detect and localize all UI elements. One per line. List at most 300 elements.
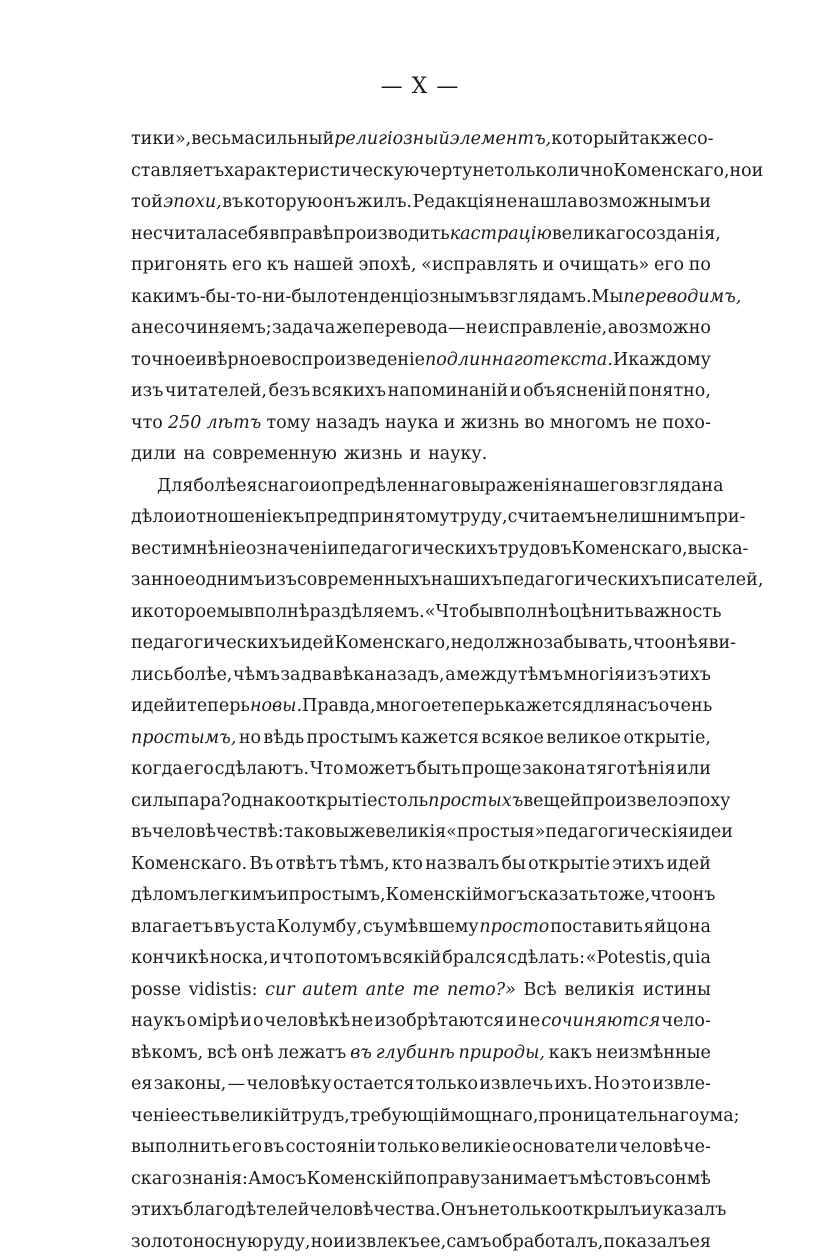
word: ея bbox=[131, 1069, 152, 1101]
italic-word: лѣтъ bbox=[206, 408, 261, 440]
word: между bbox=[456, 660, 517, 692]
word: очищать» bbox=[559, 250, 649, 282]
word: сказать bbox=[528, 880, 598, 912]
word: скаго bbox=[131, 1164, 182, 1196]
word: назадъ bbox=[316, 408, 380, 440]
word: тому bbox=[266, 408, 310, 440]
word: не bbox=[478, 1195, 500, 1227]
word: столь bbox=[377, 786, 428, 818]
word: сдѣлать: bbox=[507, 943, 585, 975]
word: «Чтобы bbox=[425, 597, 494, 629]
word: состоянiи bbox=[286, 1132, 376, 1164]
text-line bbox=[131, 1069, 711, 1101]
word: ченiе bbox=[131, 1101, 181, 1133]
word: мы bbox=[216, 597, 244, 629]
word: проницательнаго bbox=[538, 1101, 699, 1133]
word: вести bbox=[131, 534, 182, 566]
word: и bbox=[543, 250, 555, 282]
word: вѣрное bbox=[207, 345, 271, 377]
word: лишнимъ bbox=[618, 502, 705, 534]
word: читателей, bbox=[165, 376, 267, 408]
italic-word: въ bbox=[350, 1038, 372, 1070]
word: обработалъ, bbox=[492, 1227, 604, 1258]
word: ея bbox=[690, 1227, 711, 1258]
word: взглядамъ. bbox=[489, 282, 591, 314]
word: силы bbox=[131, 786, 178, 818]
word: какъ bbox=[549, 1038, 592, 1070]
word: Всѣ bbox=[523, 975, 556, 1007]
word: великаго bbox=[552, 219, 636, 251]
word: въ bbox=[222, 187, 243, 219]
word: «Potestis, bbox=[586, 943, 672, 975]
word: черту bbox=[419, 156, 472, 188]
word: яйцо bbox=[644, 912, 689, 944]
word: идей bbox=[666, 849, 710, 881]
text-line bbox=[131, 534, 711, 566]
word: изобрѣтаются bbox=[374, 1006, 504, 1038]
word: той bbox=[131, 187, 163, 219]
word: онѣ bbox=[665, 628, 698, 660]
word: трудовъ bbox=[498, 534, 571, 566]
word: на bbox=[183, 439, 205, 471]
word: человѣкѣ bbox=[265, 1006, 350, 1038]
word: отношенiе bbox=[186, 502, 283, 534]
word: сдѣлаютъ. bbox=[215, 754, 309, 786]
text-line bbox=[131, 439, 711, 471]
text-line bbox=[131, 691, 711, 723]
word: о bbox=[253, 1006, 264, 1038]
word: Коменскiй bbox=[307, 1164, 405, 1196]
text-line bbox=[131, 376, 711, 408]
word: теперь bbox=[187, 691, 250, 723]
word: легкимъ bbox=[199, 880, 277, 912]
text-line bbox=[131, 156, 711, 188]
word: каждому bbox=[628, 345, 711, 377]
word: какимъ-бы-то-ни-было bbox=[131, 282, 338, 314]
word: яви- bbox=[698, 628, 736, 660]
word: же, bbox=[618, 880, 650, 912]
word: Коменскiй bbox=[386, 880, 484, 912]
word: назадъ, bbox=[375, 660, 445, 692]
word: по bbox=[404, 1164, 426, 1196]
word: изъ bbox=[131, 376, 163, 408]
word: Колумбу, bbox=[277, 912, 363, 944]
word: когда bbox=[131, 754, 183, 786]
word: не bbox=[142, 313, 164, 345]
word: его bbox=[184, 754, 214, 786]
word: остается bbox=[333, 1069, 414, 1101]
word: къ bbox=[282, 502, 304, 534]
word: извлекъ bbox=[345, 1227, 420, 1258]
word: взгляда bbox=[629, 471, 701, 503]
word: только bbox=[500, 1195, 562, 1227]
word: не bbox=[131, 219, 153, 251]
italic-word: подлиннаго bbox=[425, 345, 533, 377]
text-line bbox=[131, 754, 711, 786]
word: всякое bbox=[481, 723, 544, 755]
word: posse bbox=[131, 975, 181, 1007]
italic-word: autem bbox=[302, 975, 358, 1007]
word: великiй bbox=[220, 1101, 291, 1133]
word: однимъ bbox=[195, 565, 264, 597]
word: пара? bbox=[178, 786, 231, 818]
word: изъ bbox=[265, 565, 297, 597]
text-line bbox=[131, 250, 711, 282]
word: великое bbox=[546, 723, 621, 755]
word: уста bbox=[236, 912, 276, 944]
word: въ bbox=[214, 912, 235, 944]
word: его bbox=[232, 250, 262, 282]
word: ее, bbox=[420, 1227, 446, 1258]
text-line bbox=[131, 660, 711, 692]
word: также bbox=[630, 124, 688, 156]
word: Коменскаго, bbox=[571, 534, 687, 566]
word: золотоносную bbox=[131, 1227, 262, 1258]
text-line bbox=[131, 723, 711, 755]
text-line bbox=[131, 471, 711, 503]
word: выраженiя bbox=[461, 471, 561, 503]
word: благодѣтелей bbox=[183, 1195, 309, 1227]
word: всѣ bbox=[207, 1038, 237, 1070]
word: носка, bbox=[210, 943, 269, 975]
italic-word: элементъ, bbox=[450, 124, 552, 156]
word: яснаго bbox=[247, 471, 310, 503]
word: извлечь bbox=[479, 1069, 553, 1101]
word: же bbox=[349, 817, 375, 849]
word: тѣмъ, bbox=[339, 849, 390, 881]
word: произвело bbox=[582, 786, 678, 818]
word: а bbox=[131, 313, 141, 345]
word: человѣку bbox=[247, 1069, 332, 1101]
word: знанiя: bbox=[182, 1164, 248, 1196]
word: дѣло bbox=[131, 502, 174, 534]
word: а bbox=[608, 313, 618, 345]
word: праву bbox=[427, 1164, 480, 1196]
italic-word: кастрацiю bbox=[450, 219, 552, 251]
word: законы, bbox=[154, 1069, 227, 1101]
word: основатели bbox=[512, 1132, 618, 1164]
word: великiя bbox=[564, 975, 635, 1007]
word: нашего bbox=[561, 471, 629, 503]
word: извле- bbox=[652, 1069, 710, 1101]
word: писателей, bbox=[661, 565, 763, 597]
word: человѣчествѣ: bbox=[152, 817, 284, 849]
word: закона bbox=[522, 754, 586, 786]
text-line bbox=[131, 1006, 711, 1038]
italic-word: простыхъ bbox=[428, 786, 523, 818]
word: и bbox=[195, 345, 207, 377]
word: современную bbox=[212, 439, 337, 471]
word: указалъ bbox=[652, 1195, 726, 1227]
word: возможнымъ bbox=[578, 187, 699, 219]
word: показалъ bbox=[604, 1227, 690, 1258]
text-line bbox=[131, 975, 711, 1007]
word: Въ bbox=[249, 849, 273, 881]
text-line bbox=[131, 597, 711, 629]
word: открытiе, bbox=[623, 723, 710, 755]
word: не bbox=[596, 502, 618, 534]
word: жизнь bbox=[344, 439, 403, 471]
word: мощнаго, bbox=[451, 1101, 539, 1133]
word: кажется bbox=[401, 723, 479, 755]
word: тѣмъ bbox=[518, 660, 563, 692]
word: «исправлять bbox=[421, 250, 538, 282]
word: которую bbox=[244, 187, 322, 219]
word: не bbox=[495, 187, 517, 219]
text-line bbox=[131, 502, 711, 534]
text-line bbox=[131, 124, 711, 156]
word: объясненiй bbox=[523, 376, 627, 408]
word: вѣдь bbox=[263, 723, 304, 755]
word: онъ bbox=[682, 880, 715, 912]
text-line bbox=[131, 628, 711, 660]
word: во bbox=[524, 408, 544, 440]
italic-word: nemo?» bbox=[447, 975, 516, 1007]
italic-word: новы. bbox=[250, 691, 302, 723]
word: характеристическую bbox=[224, 156, 419, 188]
word: и bbox=[131, 597, 143, 629]
word: назвалъ bbox=[425, 849, 499, 881]
text-line bbox=[131, 880, 711, 912]
text-line bbox=[131, 1227, 711, 1258]
word: о bbox=[187, 1006, 198, 1038]
word: quia bbox=[672, 943, 711, 975]
word: значенiи bbox=[256, 534, 339, 566]
word: жизнь bbox=[461, 408, 520, 440]
word: идей bbox=[131, 691, 175, 723]
word: вправѣ bbox=[269, 219, 333, 251]
word: и bbox=[240, 1006, 252, 1038]
word: мнѣнiе bbox=[182, 534, 245, 566]
text-line bbox=[131, 1132, 711, 1164]
word: великiе bbox=[441, 1132, 511, 1164]
text-line bbox=[131, 345, 711, 377]
italic-word: 250 bbox=[168, 408, 201, 440]
word: нашихъ bbox=[431, 565, 502, 597]
word: дѣломъ bbox=[131, 880, 199, 912]
word: Правда, bbox=[302, 691, 376, 723]
word: Редакцiя bbox=[413, 187, 495, 219]
word: требующiй bbox=[350, 1101, 451, 1133]
italic-word: эпохи, bbox=[163, 187, 221, 219]
word: очень bbox=[659, 691, 713, 723]
word: и bbox=[444, 408, 456, 440]
word: открылъ bbox=[562, 1195, 641, 1227]
word: но bbox=[311, 1227, 333, 1258]
body-text bbox=[131, 124, 711, 1258]
word: всякихъ bbox=[312, 376, 386, 408]
word: тенденцiознымъ bbox=[338, 282, 490, 314]
word: на bbox=[701, 471, 723, 503]
word: пригонять bbox=[131, 250, 227, 282]
word: не bbox=[518, 1006, 540, 1038]
text-line bbox=[131, 565, 711, 597]
word: и bbox=[174, 502, 186, 534]
word: раздѣляемъ. bbox=[309, 597, 424, 629]
text-line bbox=[131, 943, 711, 975]
word: не bbox=[635, 408, 657, 440]
text-line bbox=[131, 1164, 711, 1196]
italic-word: переводимъ, bbox=[623, 282, 741, 314]
word: не bbox=[351, 1006, 373, 1038]
word: Но bbox=[594, 1069, 620, 1101]
text-line bbox=[131, 912, 711, 944]
word: влагаетъ bbox=[131, 912, 213, 944]
page-number: — X — bbox=[0, 74, 840, 99]
word: Коменскаго, bbox=[613, 156, 729, 188]
word: должно bbox=[473, 628, 544, 660]
word: изъ bbox=[626, 660, 658, 692]
word: открытiе bbox=[296, 786, 378, 818]
word: что bbox=[282, 943, 314, 975]
text-line bbox=[131, 817, 711, 849]
word: болѣе, bbox=[174, 660, 233, 692]
word: выполнить bbox=[131, 1132, 231, 1164]
word: человѣчества. bbox=[309, 1195, 440, 1227]
text-line bbox=[131, 282, 711, 314]
word: задача bbox=[272, 313, 335, 345]
word: точное bbox=[131, 345, 195, 377]
word: могъ bbox=[483, 880, 527, 912]
word: дили bbox=[131, 439, 176, 471]
word: онъ bbox=[323, 187, 356, 219]
word: это bbox=[621, 1069, 651, 1101]
word: быть bbox=[417, 754, 461, 786]
italic-word: просто bbox=[479, 912, 549, 944]
word: не bbox=[451, 628, 473, 660]
word: и bbox=[699, 187, 711, 219]
word: тики», bbox=[131, 124, 191, 156]
word: только bbox=[416, 1069, 478, 1101]
word: теперь bbox=[441, 691, 504, 723]
word: педагогическихъ bbox=[502, 565, 661, 597]
word: ума; bbox=[699, 1101, 739, 1133]
word: Для bbox=[157, 471, 193, 503]
word: сочиняемъ; bbox=[164, 313, 271, 345]
word: занимаетъ bbox=[480, 1164, 579, 1196]
word: онѣ bbox=[241, 1038, 274, 1070]
word: себя bbox=[228, 219, 270, 251]
text-line bbox=[131, 1195, 711, 1227]
word: лежатъ bbox=[277, 1038, 346, 1070]
italic-word: глубинѣ bbox=[376, 1038, 455, 1070]
word: не bbox=[472, 156, 494, 188]
italic-word: религiозный bbox=[334, 124, 450, 156]
word: есть bbox=[181, 1101, 220, 1133]
text-line bbox=[131, 313, 711, 345]
word: трудъ, bbox=[291, 1101, 350, 1133]
word: тяготѣнiя bbox=[587, 754, 676, 786]
word: vidistis: bbox=[189, 975, 258, 1007]
word: ставляетъ bbox=[131, 156, 224, 188]
word: нашла bbox=[518, 187, 578, 219]
word: наука bbox=[385, 408, 439, 440]
word: къ bbox=[267, 250, 289, 282]
word: великiя bbox=[376, 817, 447, 849]
word: то bbox=[598, 880, 618, 912]
word: однако bbox=[231, 786, 296, 818]
word: что bbox=[650, 880, 682, 912]
word: мiрѣ bbox=[198, 1006, 239, 1038]
word: о bbox=[246, 534, 257, 566]
word: открытiе bbox=[528, 849, 610, 881]
word: вещей bbox=[523, 786, 582, 818]
word: нашей bbox=[293, 250, 353, 282]
word: Амосъ bbox=[248, 1164, 306, 1196]
word: при- bbox=[705, 502, 745, 534]
text-line bbox=[131, 849, 711, 881]
word: Что bbox=[310, 754, 344, 786]
word: возможно bbox=[619, 313, 711, 345]
word: вполнѣ bbox=[494, 597, 559, 629]
word: брался bbox=[442, 943, 506, 975]
word: со- bbox=[687, 124, 713, 156]
word: многое bbox=[376, 691, 442, 723]
word: перевода—не bbox=[363, 313, 488, 345]
word: его bbox=[232, 1132, 262, 1164]
italic-word: me bbox=[412, 975, 439, 1007]
word: таковы bbox=[284, 817, 349, 849]
text-line bbox=[131, 187, 711, 219]
word: оцѣнить bbox=[559, 597, 634, 629]
word: идей bbox=[290, 628, 334, 660]
word: а bbox=[445, 660, 455, 692]
word: и bbox=[409, 439, 421, 471]
word: понятно, bbox=[629, 376, 711, 408]
word: человѣче- bbox=[619, 1132, 711, 1164]
word: опредѣленнаго bbox=[321, 471, 461, 503]
word: чѣмъ bbox=[233, 660, 280, 692]
text-line bbox=[131, 408, 711, 440]
word: истины bbox=[643, 975, 711, 1007]
word: и bbox=[309, 471, 321, 503]
word: Онъ bbox=[441, 1195, 478, 1227]
word: отвѣтъ bbox=[275, 849, 336, 881]
word: лично bbox=[557, 156, 614, 188]
word: современныхъ bbox=[297, 565, 431, 597]
word: что bbox=[131, 408, 163, 440]
word: вполнѣ bbox=[244, 597, 309, 629]
word: весьма bbox=[191, 124, 255, 156]
word: мѣсто bbox=[579, 1164, 633, 1196]
word: И bbox=[613, 345, 628, 377]
word: вѣка bbox=[333, 660, 375, 692]
word: поставить bbox=[550, 912, 643, 944]
word: и bbox=[277, 880, 289, 912]
word: что bbox=[633, 628, 665, 660]
word: за bbox=[280, 660, 300, 692]
word: для bbox=[583, 691, 616, 723]
word: и bbox=[510, 376, 522, 408]
word: сильный bbox=[255, 124, 334, 156]
word: и bbox=[175, 691, 187, 723]
word: на bbox=[689, 912, 711, 944]
word: самъ bbox=[446, 1227, 491, 1258]
word: похо- bbox=[662, 408, 711, 440]
text-line bbox=[131, 219, 711, 251]
word: его bbox=[654, 250, 684, 282]
word: жилъ. bbox=[356, 187, 412, 219]
word: этихъ bbox=[131, 1195, 183, 1227]
word: безъ bbox=[269, 376, 311, 408]
word: напоминанiй bbox=[388, 376, 509, 408]
italic-word: сочиняются bbox=[541, 1006, 660, 1038]
word: и bbox=[752, 156, 764, 188]
word: созданiя, bbox=[636, 219, 721, 251]
word: занное bbox=[131, 565, 195, 597]
word: въ bbox=[634, 1164, 655, 1196]
word: по bbox=[689, 250, 711, 282]
